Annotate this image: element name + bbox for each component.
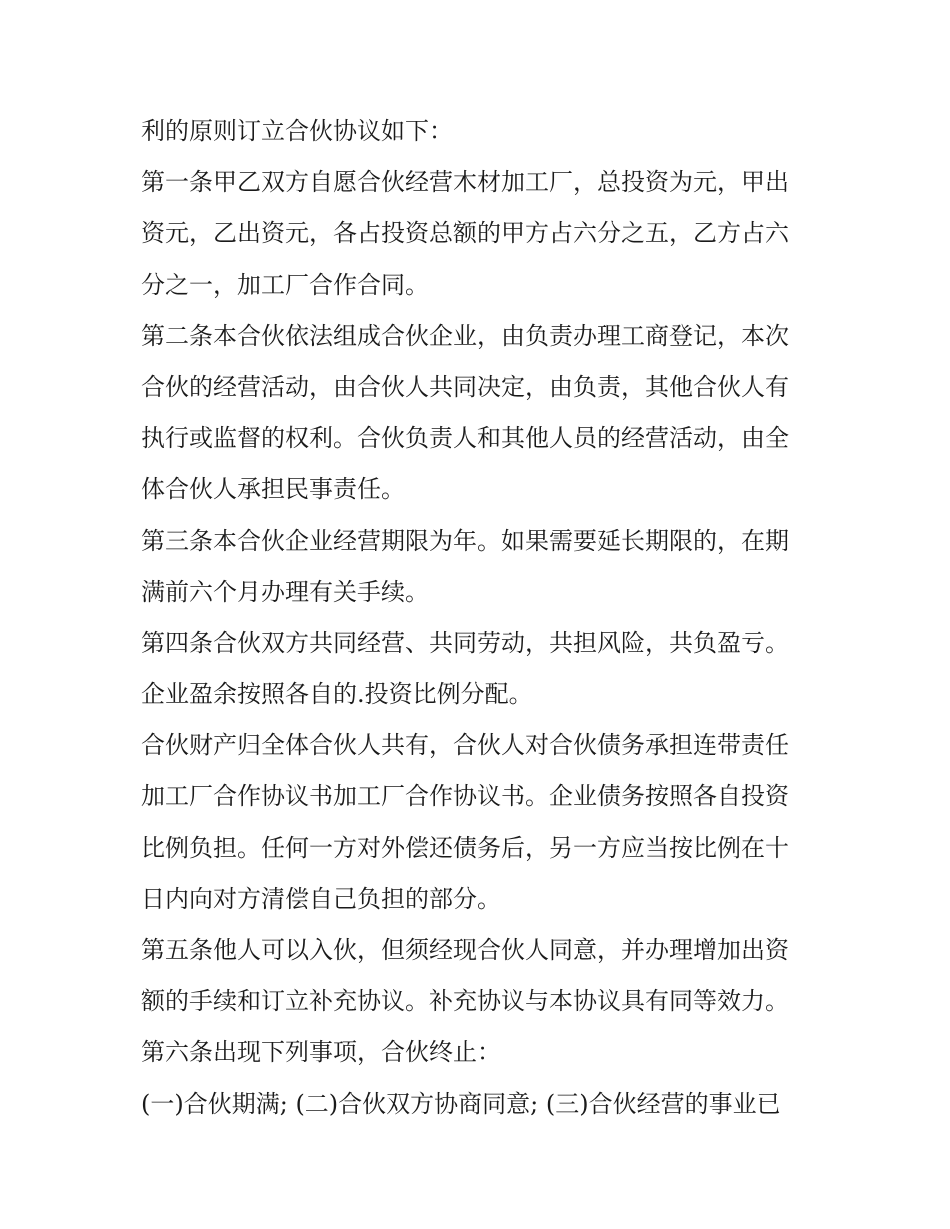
text-line: 第四条合伙双方共同经营、共同劳动，共担风险，共负盈亏。	[141, 628, 789, 657]
text-line: 第二条本合伙依法组成合伙企业，由负责办理工商登记，本次	[141, 321, 789, 350]
text-line: 第五条他人可以入伙，但须经现合伙人同意，并办理增加出资	[141, 936, 789, 964]
text-line: 利的原则订立合伙协议如下：	[141, 117, 453, 145]
text-line: 分之一，加工厂合作合同。	[141, 270, 429, 299]
text-line: 企业盈余按照各自的.投资比例分配。	[141, 680, 533, 709]
text-line: 体合伙人承担民事责任。	[141, 475, 405, 504]
text-line: 满前六个月办理有关手续。	[141, 577, 429, 606]
text-line: 合伙的经营活动，由合伙人共同决定，由负责，其他合伙人有	[141, 372, 789, 401]
text-line: 第一条甲乙双方自愿合伙经营木材加工厂，总投资为元，甲出	[141, 168, 789, 197]
text-line: 第三条本合伙企业经营期限为年。如果需要延长期限的，在期	[141, 526, 789, 555]
text-line: 加工厂合作协议书加工厂合作协议书。企业债务按照各自投资	[141, 782, 789, 811]
text-line: 合伙财产归全体合伙人共有，合伙人对合伙债务承担连带责任	[141, 731, 789, 760]
text-line: 执行或监督的权利。合伙负责人和其他人员的经营活动，由全	[141, 424, 789, 453]
text-line: 额的手续和订立补充协议。补充协议与本协议具有同等效力。	[141, 987, 789, 1016]
text-line: 日内向对方清偿自己负担的部分。	[141, 884, 501, 913]
text-line: 资元，乙出资元，各占投资总额的甲方占六分之五，乙方占六	[141, 219, 789, 248]
document-body	[141, 106, 831, 1130]
text-line: 第六条出现下列事项，合伙终止：	[141, 1038, 501, 1067]
text-line: 比例负担。任何一方对外偿还债务后，另一方应当按比例在十	[141, 833, 789, 862]
text-line: (一)合伙期满; (二)合伙双方协商同意; (三)合伙经营的事业已	[141, 1089, 781, 1118]
